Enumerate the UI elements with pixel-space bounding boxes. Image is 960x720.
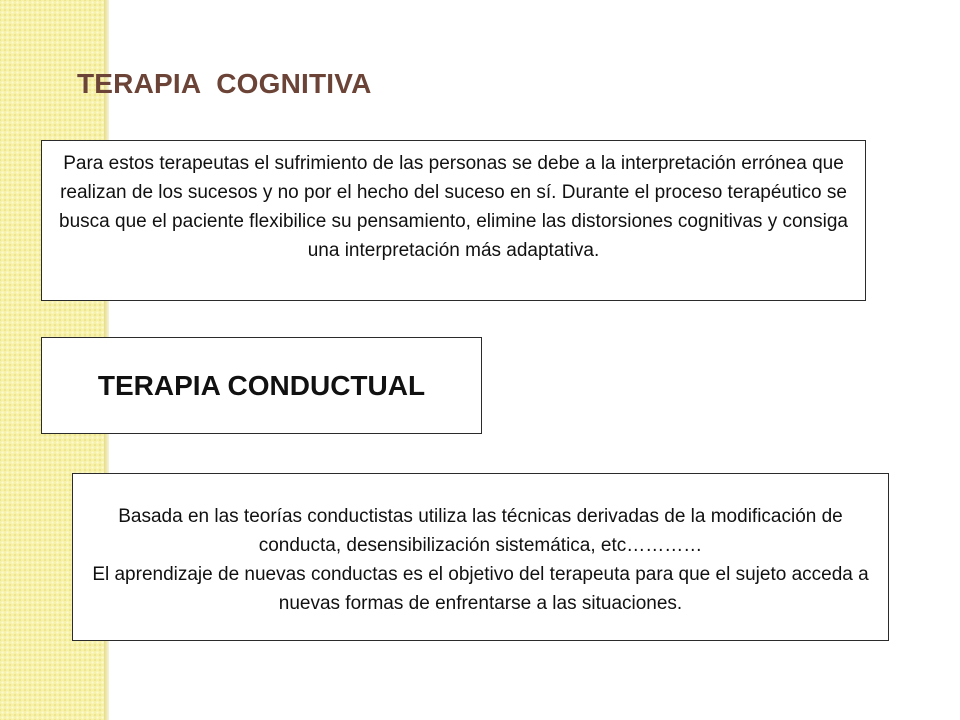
slide-title: TERAPIA COGNITIVA [77,68,372,99]
conductual-heading-box [41,337,482,434]
conductual-description-box [72,473,889,641]
conductual-heading: TERAPIA CONDUCTUAL [97,369,426,401]
conductual-description-paragraph-1: Basada en las teorías conductistas utiliza las técnicas derivadas de la modificación de conducta, desensibilización sistemática, etc………… [118,506,843,556]
conductual-description-paragraph-2: El aprendizaje de nuevas conductas es el objetivo del terapeuta para que el sujeto acceda a nuevas formas de enfrentarse a las situaciones. [92,564,869,614]
cognitiva-description-box: Para estos terapeutas el sufrimiento de las personas se debe a la interpretación errónea que realizan de los sucesos y no por el hecho del suceso en sí. Durante el proceso terapéutico se busca que el paciente flexibilice su pensamiento, elimine las distorsiones cognitivas y consiga una interpretación más adaptativa. [41,140,866,301]
